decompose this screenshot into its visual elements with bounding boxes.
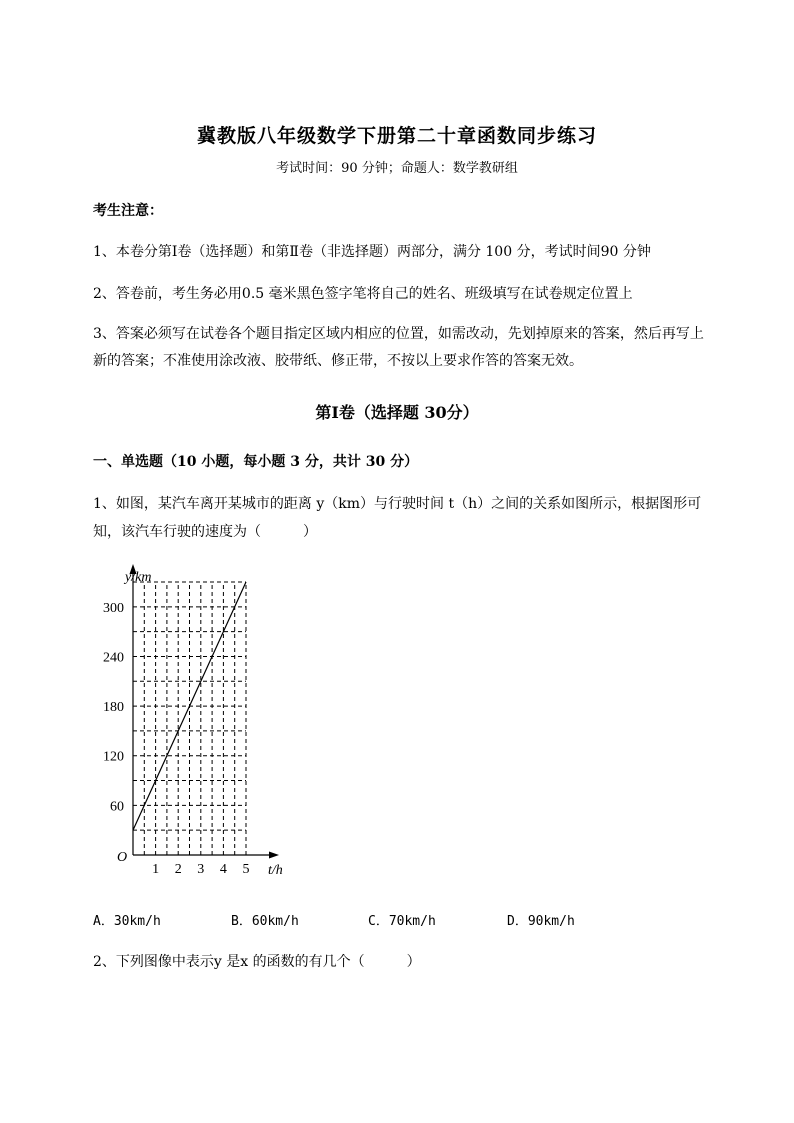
x-tick-label: 4 xyxy=(219,862,227,877)
section-title: 第Ⅰ卷（选择题 30分） xyxy=(315,403,479,422)
y-tick-label: 60 xyxy=(110,799,124,815)
y-axis-label: y/km xyxy=(125,570,152,585)
distance-time-chart xyxy=(90,560,310,890)
chart-axes xyxy=(130,564,280,859)
origin-label: O xyxy=(117,850,128,865)
y-tick-label: 180 xyxy=(103,700,124,716)
chart-grid xyxy=(133,582,246,855)
option-b[interactable]: B．60km/h xyxy=(231,914,299,929)
chart-ticks xyxy=(103,570,283,878)
x-tick-label: 3 xyxy=(197,862,205,877)
x-tick-label: 5 xyxy=(242,862,250,877)
x-tick-label: 1 xyxy=(152,862,160,877)
x-axis-arrow xyxy=(269,852,279,859)
notice-heading: 考生注意： xyxy=(93,203,163,219)
exam-info: 考试时间：90 分钟；命题人：数学教研组 xyxy=(276,161,518,176)
question-1-text: 1、如图，某汽车离开某城市的距离 y（km）与行驶时间 t（h）之间的关系如图所示，根据图形可知，该汽车行驶的速度为（ ） xyxy=(93,496,702,540)
notice-item-1: 1、本卷分第Ⅰ卷（选择题）和第Ⅱ卷（非选择题）两部分，满分 100 分，考试时间90 分钟 xyxy=(93,244,651,260)
x-axis-label: t/h xyxy=(268,863,283,878)
x-tick-label: 2 xyxy=(174,862,182,877)
option-d[interactable]: D．90km/h xyxy=(507,914,575,929)
notice-item-2: 2、答卷前，考生务必用0.5 毫米黑色签字笔将自己的姓名、班级填写在试卷规定位置上 xyxy=(93,286,633,302)
page-title: 冀教版八年级数学下册第二十章函数同步练习 xyxy=(196,125,597,147)
notice-item-3: 3、答案必须写在试卷各个题目指定区域内相应的位置，如需改动，先划掉原来的答案，然后再写上新的答案；不准使用涂改液、胶带纸、修正带，不按以上要求作答的答案无效。 xyxy=(93,326,704,369)
question-2-text: 2、下列图像中表示y 是x 的函数的有几个（ ） xyxy=(93,954,421,970)
y-tick-label: 240 xyxy=(103,650,124,666)
y-tick-label: 120 xyxy=(103,749,124,765)
option-c[interactable]: C．70km/h xyxy=(368,914,436,929)
y-tick-label: 300 xyxy=(103,600,124,616)
part-heading: 一、单选题（10 小题，每小题 3 分，共计 30 分） xyxy=(93,454,419,470)
option-a[interactable]: A．30km/h xyxy=(93,914,161,929)
